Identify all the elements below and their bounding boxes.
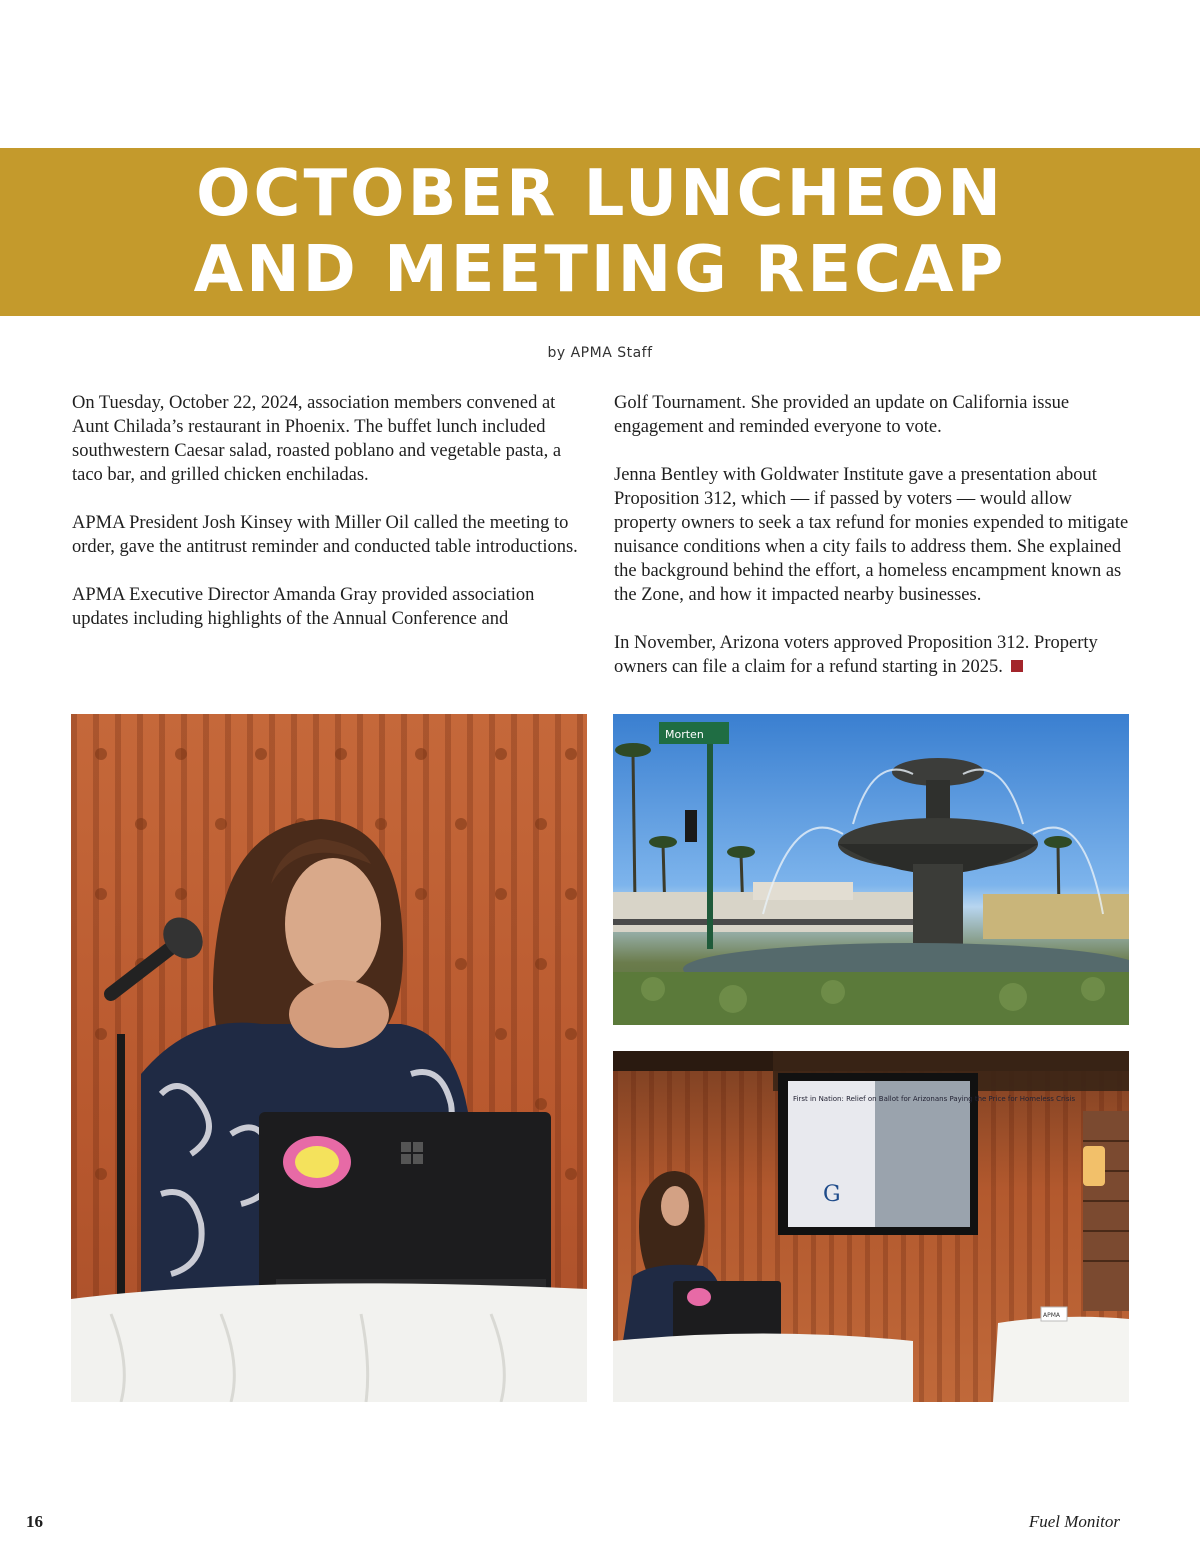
article-column-left (72, 391, 582, 655)
slide-title: First in Nation: Relief on Ballot for Arizonans Paying the Price for Homeless Crisis (793, 1095, 1076, 1103)
paragraph: On Tuesday, October 22, 2024, association members convened at Aunt Chilada’s restaurant in Phoenix. The buffet lunch included southwestern Caesar salad, roasted poblano and vegetable pasta, a taco bar, and grilled chicken enchiladas. (72, 393, 562, 485)
photo-speaker-closeup-illustration (71, 714, 587, 1402)
end-of-article-mark (1011, 660, 1023, 672)
page-number: 16 (26, 1512, 43, 1531)
page-title-line-1: OCTOBER LUNCHEON (196, 157, 1004, 231)
photo-fountain-illustration (613, 714, 1129, 1025)
byline: by APMA Staff (547, 345, 653, 361)
title-banner (0, 148, 1200, 316)
paragraph: Jenna Bentley with Goldwater Institute gave a presentation about Proposition 312, which — if passed by voters — would allow property owners to seek a tax refund for monies expended to mitigate nuisance conditions when a city fails to address them. She explained the background behind the effort, a homeless encampment known as the Zone, and how it impacted nearby businesses. (614, 465, 1129, 605)
paragraph: Golf Tournament. She provided an update on California issue engagement and reminded everyone to vote. (614, 393, 1070, 437)
paragraph-final (614, 631, 1134, 679)
table-sign-text: APMA (1043, 1312, 1061, 1319)
photo-presentation-illustration (613, 1051, 1129, 1402)
page-title-line-2: AND MEETING RECAP (193, 233, 1007, 307)
paragraph: APMA President Josh Kinsey with Miller Oil called the meeting to order, gave the antitrust reminder and conducted table introductions. (72, 513, 578, 557)
publication-name: Fuel Monitor (1028, 1512, 1120, 1531)
photo-speaker-closeup (71, 714, 587, 1402)
street-sign-text: Morten (665, 728, 704, 741)
paragraph-text: In November, Arizona voters approved Proposition 312. Property owners can file a claim for a refund starting in 2025. (614, 633, 1098, 677)
slide-logo: G (823, 1182, 841, 1207)
article-column-right (614, 391, 1134, 703)
photo-presentation (613, 1051, 1129, 1402)
paragraph: APMA Executive Director Amanda Gray provided association updates including highlights of the Annual Conference and (72, 585, 535, 629)
photo-fountain (613, 714, 1129, 1025)
